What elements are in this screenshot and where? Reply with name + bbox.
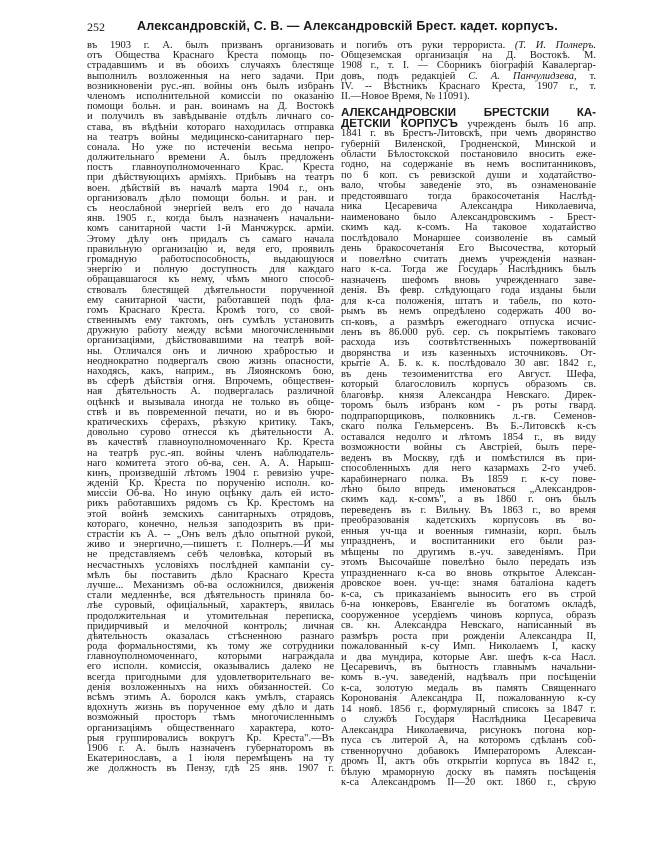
text-line: этомъ Высочайше повелѣно было передать изъ xyxy=(341,558,596,569)
text-line: 1908 г., т. I. — Сборникъ біографій Кавалергар- xyxy=(341,61,596,72)
text-line: Коронованія Александра II, пожалованную к-су xyxy=(341,694,596,705)
text-line: области Бѣлостокской постановило вносить еже- xyxy=(341,150,596,160)
text-line: Общеземская организація на Д. Востокѣ. М. xyxy=(341,51,596,62)
text-line: должительнаго времени А. былъ предложенъ xyxy=(87,153,334,164)
text-line: ственноручно добавокъ Императоромъ Алексан- xyxy=(341,746,596,757)
text-line: организовалъ дѣло помощи больн. и ран. и xyxy=(87,193,334,204)
text-line: губерній Виленской, Гродненской, Минской и xyxy=(341,139,596,150)
text-line: всегда пригодными для удовлетворительнаго ве- xyxy=(87,672,334,683)
text-line: дворянства и изъ казенныхъ источниковъ. От- xyxy=(341,348,596,359)
text-line: оставался недолго и лѣтомъ 1854 г., въ виду xyxy=(341,432,596,443)
text-line: денія возложенныхъ на нихъ обязанностей. Со xyxy=(87,682,334,693)
text-line: преобразованія кадетскихъ корпусовъ въ во- xyxy=(341,516,596,527)
text-line: продолжительная и утомительная переписка, xyxy=(87,611,334,622)
text-line: этой войнѣ земскихъ санитарныхъ отрядовъ, xyxy=(87,509,334,520)
text-line: котораго, конечно, нельзя заподозрить въ при- xyxy=(87,519,334,530)
text-line: става, въ вѣдѣніи котораго находилась отправка xyxy=(87,122,334,133)
right-column xyxy=(341,41,596,789)
text-line: для к-са положенія, штатъ и табель, по кото- xyxy=(341,296,596,307)
text-line: подпрапорщиковъ, полковникъ л.-гв. Семенов- xyxy=(341,411,596,422)
text-line: кратическихъ сферахъ, рѣзкую критику. Такъ, xyxy=(87,417,334,428)
text-line xyxy=(341,41,596,51)
text-line: организаціямъ общественнаго характера, кото- xyxy=(87,723,334,734)
text-line: въ день тезоименитства его Август. Шефа, xyxy=(341,369,596,380)
text-line: жденій Кр. Креста по порученію исполн. ко- xyxy=(87,479,334,490)
text-line: рымъ въ немъ опредѣлено содержать 400 во- xyxy=(341,307,596,318)
text-line: день бракосочетанія Его Высочества, который xyxy=(341,244,596,255)
text-line: не представляемъ себѣ человѣка, который въ xyxy=(87,550,334,561)
text-line: громадную работоспособность, выдающуюся xyxy=(87,254,334,265)
text-line: ему санитарной части, работавшей подъ фла- xyxy=(87,295,334,306)
text-line: воен. дѣйствій въ началѣ марта 1904 г., онъ xyxy=(87,183,334,194)
text-line xyxy=(341,72,596,82)
text-line: скимъ кад. к-сомъ. На таковое ходатайство xyxy=(341,223,596,234)
text-line: денія. Въ февр. слѣдующаго года изданы были xyxy=(341,286,596,297)
running-title: Александровскій, С. В. — Александровскій Брест. кадет. корпусъ. xyxy=(137,19,558,33)
text-line: к-са Александромъ II—20 окт. 1860 г., сѣрую xyxy=(341,778,596,789)
text-segment: и погибъ отъ руки террориста. xyxy=(341,41,515,51)
text-line: членомъ исполнительной комиссіи по оказанію xyxy=(87,91,334,102)
text-line: дромъ II, актъ объ открытіи корпуса въ 1842 г., xyxy=(341,757,596,768)
text-line: находясь, какъ, наприм., въ Ляоянскомъ бою, xyxy=(87,367,334,377)
text-line: ная дѣятельность А. подвергалась различной xyxy=(87,387,334,398)
text-line: рыя группировались вокругъ Кр. Креста".—Въ xyxy=(87,733,334,744)
text-line: б-на юнкеровъ, Евангеліе въ богатомъ окладѣ, xyxy=(341,600,596,611)
text-line xyxy=(341,108,596,118)
text-line: возникновеніи рус.-яп. войны онъ былъ избранъ xyxy=(87,81,334,92)
text-segment: довъ, подъ редакціей xyxy=(341,71,469,82)
references-block xyxy=(341,41,596,102)
text-line: св. кн. Александра Невскаго, написанный въ xyxy=(341,621,596,632)
text-line: возможности войны съ Австріей, былъ пере- xyxy=(341,443,596,454)
text-line: сонала. Но уже по истеченіи весьма непро- xyxy=(87,142,334,153)
text-line: несчастныхъ условіяхъ послѣдней кампаніи су- xyxy=(87,560,334,571)
text-line: Цесаревичъ, въ бытность главнымъ начальни- xyxy=(341,662,596,673)
article-alexandrovsky-brest-cadet-corps xyxy=(341,108,596,788)
text-line: страстіи къ А. -- „Онъ велъ дѣло опытной рукой, xyxy=(87,530,334,540)
text-line: ствовалъ блестящей дѣятельности порученной xyxy=(87,285,334,296)
text-line: енныя уч-ща и военныя гимназіи, корп. былъ xyxy=(341,526,596,537)
text-line: главноуполномоченнаго, которыми награждала xyxy=(87,652,334,663)
text-line: упраздненъ, и воспитанники его были раз- xyxy=(341,537,596,548)
text-line: торомъ былъ избранъ ком - ръ роты гвард. xyxy=(341,401,596,412)
text-line: карабинернаго полка. Въ 1859 г. к-су пове- xyxy=(341,474,596,485)
text-line: 1906 г. А. былъ назначенъ губернаторомъ въ xyxy=(87,743,334,754)
text-line: и получилъ въ завѣдываніе отдѣлъ личнаго со- xyxy=(87,112,334,123)
text-line: постъ главноуполномоченнаго Крас. Креста xyxy=(87,163,334,174)
text-line: годно, на содержаніе въ немъ воспитанниковъ, xyxy=(341,160,596,171)
text-line: дружную работу между всѣми многочисленными xyxy=(87,326,334,337)
text-line: рикъ работавшихъ рядомъ съ Кр. Крестомъ на xyxy=(87,499,334,510)
text-line: гомъ Краснаго Креста. Кромѣ того, со свой- xyxy=(87,305,334,316)
text-line: помощи больн. и ран. воинамъ на Д. Востокѣ xyxy=(87,102,334,113)
text-line: въ сферѣ дѣйствія огня. Впрочемъ, обществен- xyxy=(87,377,334,388)
text-line: всѣмъ этимъ А. боролся какъ умѣлъ, стараясь xyxy=(87,693,334,703)
text-line: скимъ кад. к-сомъ", а въ 1860 г. онъ былъ xyxy=(341,495,596,506)
text-line: лѣе суровый, офиціальный, характеръ, явилась xyxy=(87,601,334,612)
text-line: въ 1903 г. А. былъ призванъ организовать xyxy=(87,41,334,51)
text-line: оцѣнкѣ и вызывала иногда не только въ обще- xyxy=(87,397,334,408)
text-line: довольно сурово отнесся къ дѣятельности А. xyxy=(87,428,334,439)
text-line: лучше... Механизмъ об-ва осложнился, движенія xyxy=(87,580,334,591)
text-line: живо и энергично,—пишетъ г. Полнеръ.—И мы xyxy=(87,540,334,551)
text-line: послѣдовало Монаршее соизволеніе въ самый xyxy=(341,233,596,244)
text-line: придирчивый и мелочной контроль; личная xyxy=(87,621,334,632)
text-line: и два мундира, которые Авг. шефъ к-са Насл. xyxy=(341,652,596,663)
text-line: скаго полка Гельмерсенъ. Въ Б.-Литовскѣ к-съ xyxy=(341,422,596,433)
text-line: и повелѣно считать днемъ учрежденія назван- xyxy=(341,254,596,265)
text-line: благовѣр. князя Александра Невскаго. Дирек- xyxy=(341,390,596,401)
text-line: обращавшагося къ нему, чѣмъ много способ- xyxy=(87,275,334,286)
text-line: комъ в.-уч. заведеній, надѣвалъ при посѣщеніи xyxy=(341,673,596,684)
text-line: дѣятельность оказалась стѣсненною разнаго xyxy=(87,631,334,642)
text-line: по 6 коп. съ ревизской души и ходатайство- xyxy=(341,170,596,181)
text-line: энергію и полную доступность для каждаго xyxy=(87,265,334,276)
text-line: бѣлую мраморную доску въ память посѣщенія xyxy=(341,767,596,778)
text-line: лѣно было впредь именоваться „Александров- xyxy=(341,485,596,495)
text-line: о службѣ Государя Наслѣдника Цесаревича xyxy=(341,715,596,726)
text-line: пожалованный к-су Имп. Николаемъ I, каску xyxy=(341,642,596,653)
text-line: ленъ въ 86.000 руб. сер. съ покрытіемъ таковаго xyxy=(341,327,596,338)
text-line: выполнилъ возложенныя на него задачи. При xyxy=(87,71,334,82)
text-line: крытіе А. Б. к. к. послѣдовало 30 авг. 1842 г., xyxy=(341,359,596,370)
text-line: ствѣ и въ повременной печати, но и въ бюро- xyxy=(87,407,334,418)
text-line: сооруженное усердіемъ чиновъ корпуса, образъ xyxy=(341,610,596,621)
text-line: вдохнуть жизнь въ порученное ему дѣло и дать xyxy=(87,703,334,714)
text-line: 1841 г. въ Брестъ-Литовскѣ, при чемъ дворянство xyxy=(341,129,596,140)
text-line: Екатеринославъ, а 1 іюля перемѣщенъ на ту xyxy=(87,754,334,765)
text-line: IV. -- Вѣстникъ Краснаго Креста, 1907 г., т. xyxy=(341,81,596,92)
text-line: к-са, съ приказаніемъ выносить его въ строй xyxy=(341,589,596,600)
left-column xyxy=(87,41,334,775)
text-line: 14 нояб. 1856 г., формулярный списокъ за 1847 г. xyxy=(341,704,596,715)
text-line: ственнымъ ему тактомъ, онъ сумѣлъ установить xyxy=(87,316,334,327)
text-line: ника Цесаревича Александра Николаевича, xyxy=(341,202,596,213)
text-line: миссіи Об-ва. Но иную оцѣнку далъ ей исто- xyxy=(87,489,334,500)
citation-italic: (Т. И. Полнеръ. xyxy=(514,41,596,51)
text-line: на театрѣ рус.-яп. войны членъ наблюдатель- xyxy=(87,448,334,459)
text-line: отъ Общества Краснаго Креста помощь по- xyxy=(87,51,334,62)
text-line: наго комитета этого об-ва, сен. А. А. Нарыш- xyxy=(87,458,334,469)
text-line: веденъ въ Москву, гдѣ и помѣстился въ при- xyxy=(341,453,596,464)
text-line: неоднократно подвергалъ свою жизнь опасности, xyxy=(87,356,334,367)
text-line: дровское воен. уч-ще: знамя баталіона кадетъ xyxy=(341,579,596,590)
text-line: Александра Николаевича, рисунокъ погона кор- xyxy=(341,725,596,736)
text-line: ны. Отличался онъ и личною храбростью и xyxy=(87,346,334,357)
text-line: наго к-са. Тогда же Государь Наслѣдникъ былъ xyxy=(341,265,596,276)
text-line: размѣръ роста при рожденіи Александра II, xyxy=(341,631,596,642)
text-line: страдавшимъ и въ обоихъ случаяхъ блестяще xyxy=(87,61,334,72)
text-line: наименовано было Александровскимъ - Брест- xyxy=(341,212,596,223)
text-line: пуса съ литерой А, на которомъ сдѣланъ соб- xyxy=(341,736,596,747)
text-line: же должность въ Пензу, гдѣ 25 янв. 1907 г. xyxy=(87,764,334,775)
article-heading: АЛЕКСАНДРОВСКІЙ БРЕСТСКІЙ КА- xyxy=(341,108,596,119)
text-line: Этому дѣлу онъ придалъ съ самаго начала xyxy=(87,234,334,245)
text-line: II.—Новое Время, № 11091). xyxy=(341,91,470,102)
text-line: на театръ войны медицинско-санитарнаго пер- xyxy=(87,132,334,143)
text-line: возможный просторъ тѣмъ многочисленнымъ xyxy=(87,713,334,724)
text-line: вало, чтобы заведеніе это, въ ознаменованіе xyxy=(341,181,596,192)
text-line: въ качествѣ главноуполномоченнаго Кр. Креста xyxy=(87,438,334,449)
text-line: предстоявшаго тогда бракосочетанія Наслѣд- xyxy=(341,191,596,202)
text-line: расхода изъ соотвѣтственныхъ пожертвованій xyxy=(341,338,596,349)
text-line: стали медленнѣе, вся дѣятельность приняла бо- xyxy=(87,591,334,602)
text-line: его исполн. комиссія, оказывались далеко не xyxy=(87,662,334,673)
text-line xyxy=(341,119,596,129)
text-line: который благословилъ корпусъ образомъ св. xyxy=(341,380,596,391)
page-number: 252 xyxy=(87,20,105,34)
text-line: способленныхъ для него казармахъ 2-го учеб. xyxy=(341,464,596,475)
citation-italic: С. А. Панчулидзева xyxy=(468,71,574,82)
text-line: янв. 1905 г., когда былъ назначенъ начальни- xyxy=(87,214,334,225)
text-line: переведенъ въ г. Вильну. Въ 1863 г., во время xyxy=(341,505,596,516)
text-line: организаціями, дѣйствовавшими на театрѣ вой- xyxy=(87,336,334,347)
text-line: к-са, золотую медаль въ память Священнаго xyxy=(341,683,596,694)
article-heading: ДЕТСКІЙ КОРПУСЪ xyxy=(341,118,458,130)
text-line: съ неослабной энергіей велъ его до начала xyxy=(87,204,334,214)
text-segment: учрежденъ былъ 16 апр. xyxy=(457,118,596,130)
text-line: комъ санитарной части 1-й Манчжурск. арміи. xyxy=(87,224,334,235)
text-line: назначенъ шефомъ вновь учрежденнаго заве- xyxy=(341,275,596,286)
text-line: при дѣйствующихъ арміяхъ. Прибывъ на театръ xyxy=(87,173,334,184)
text-line: сп-ковъ, а размѣръ ежегоднаго отпуска исчис- xyxy=(341,317,596,328)
text-line: рода формальностями, къ тому же сотрудники xyxy=(87,642,334,653)
text-line: упраздненнаго к-са во вновь открытое Алексан- xyxy=(341,568,596,579)
text-line: правильную организацію и, ведя его, проявилъ xyxy=(87,244,334,255)
text-line: мѣлъ бы поставить дѣло Краснаго Креста xyxy=(87,570,334,581)
text-segment: , т. xyxy=(573,71,596,82)
text-line: мѣщены по другимъ в.-уч. заведеніямъ. При xyxy=(341,547,596,558)
text-line: кинъ, произведшій лѣтомъ 1904 г. ревизію учре- xyxy=(87,468,334,479)
